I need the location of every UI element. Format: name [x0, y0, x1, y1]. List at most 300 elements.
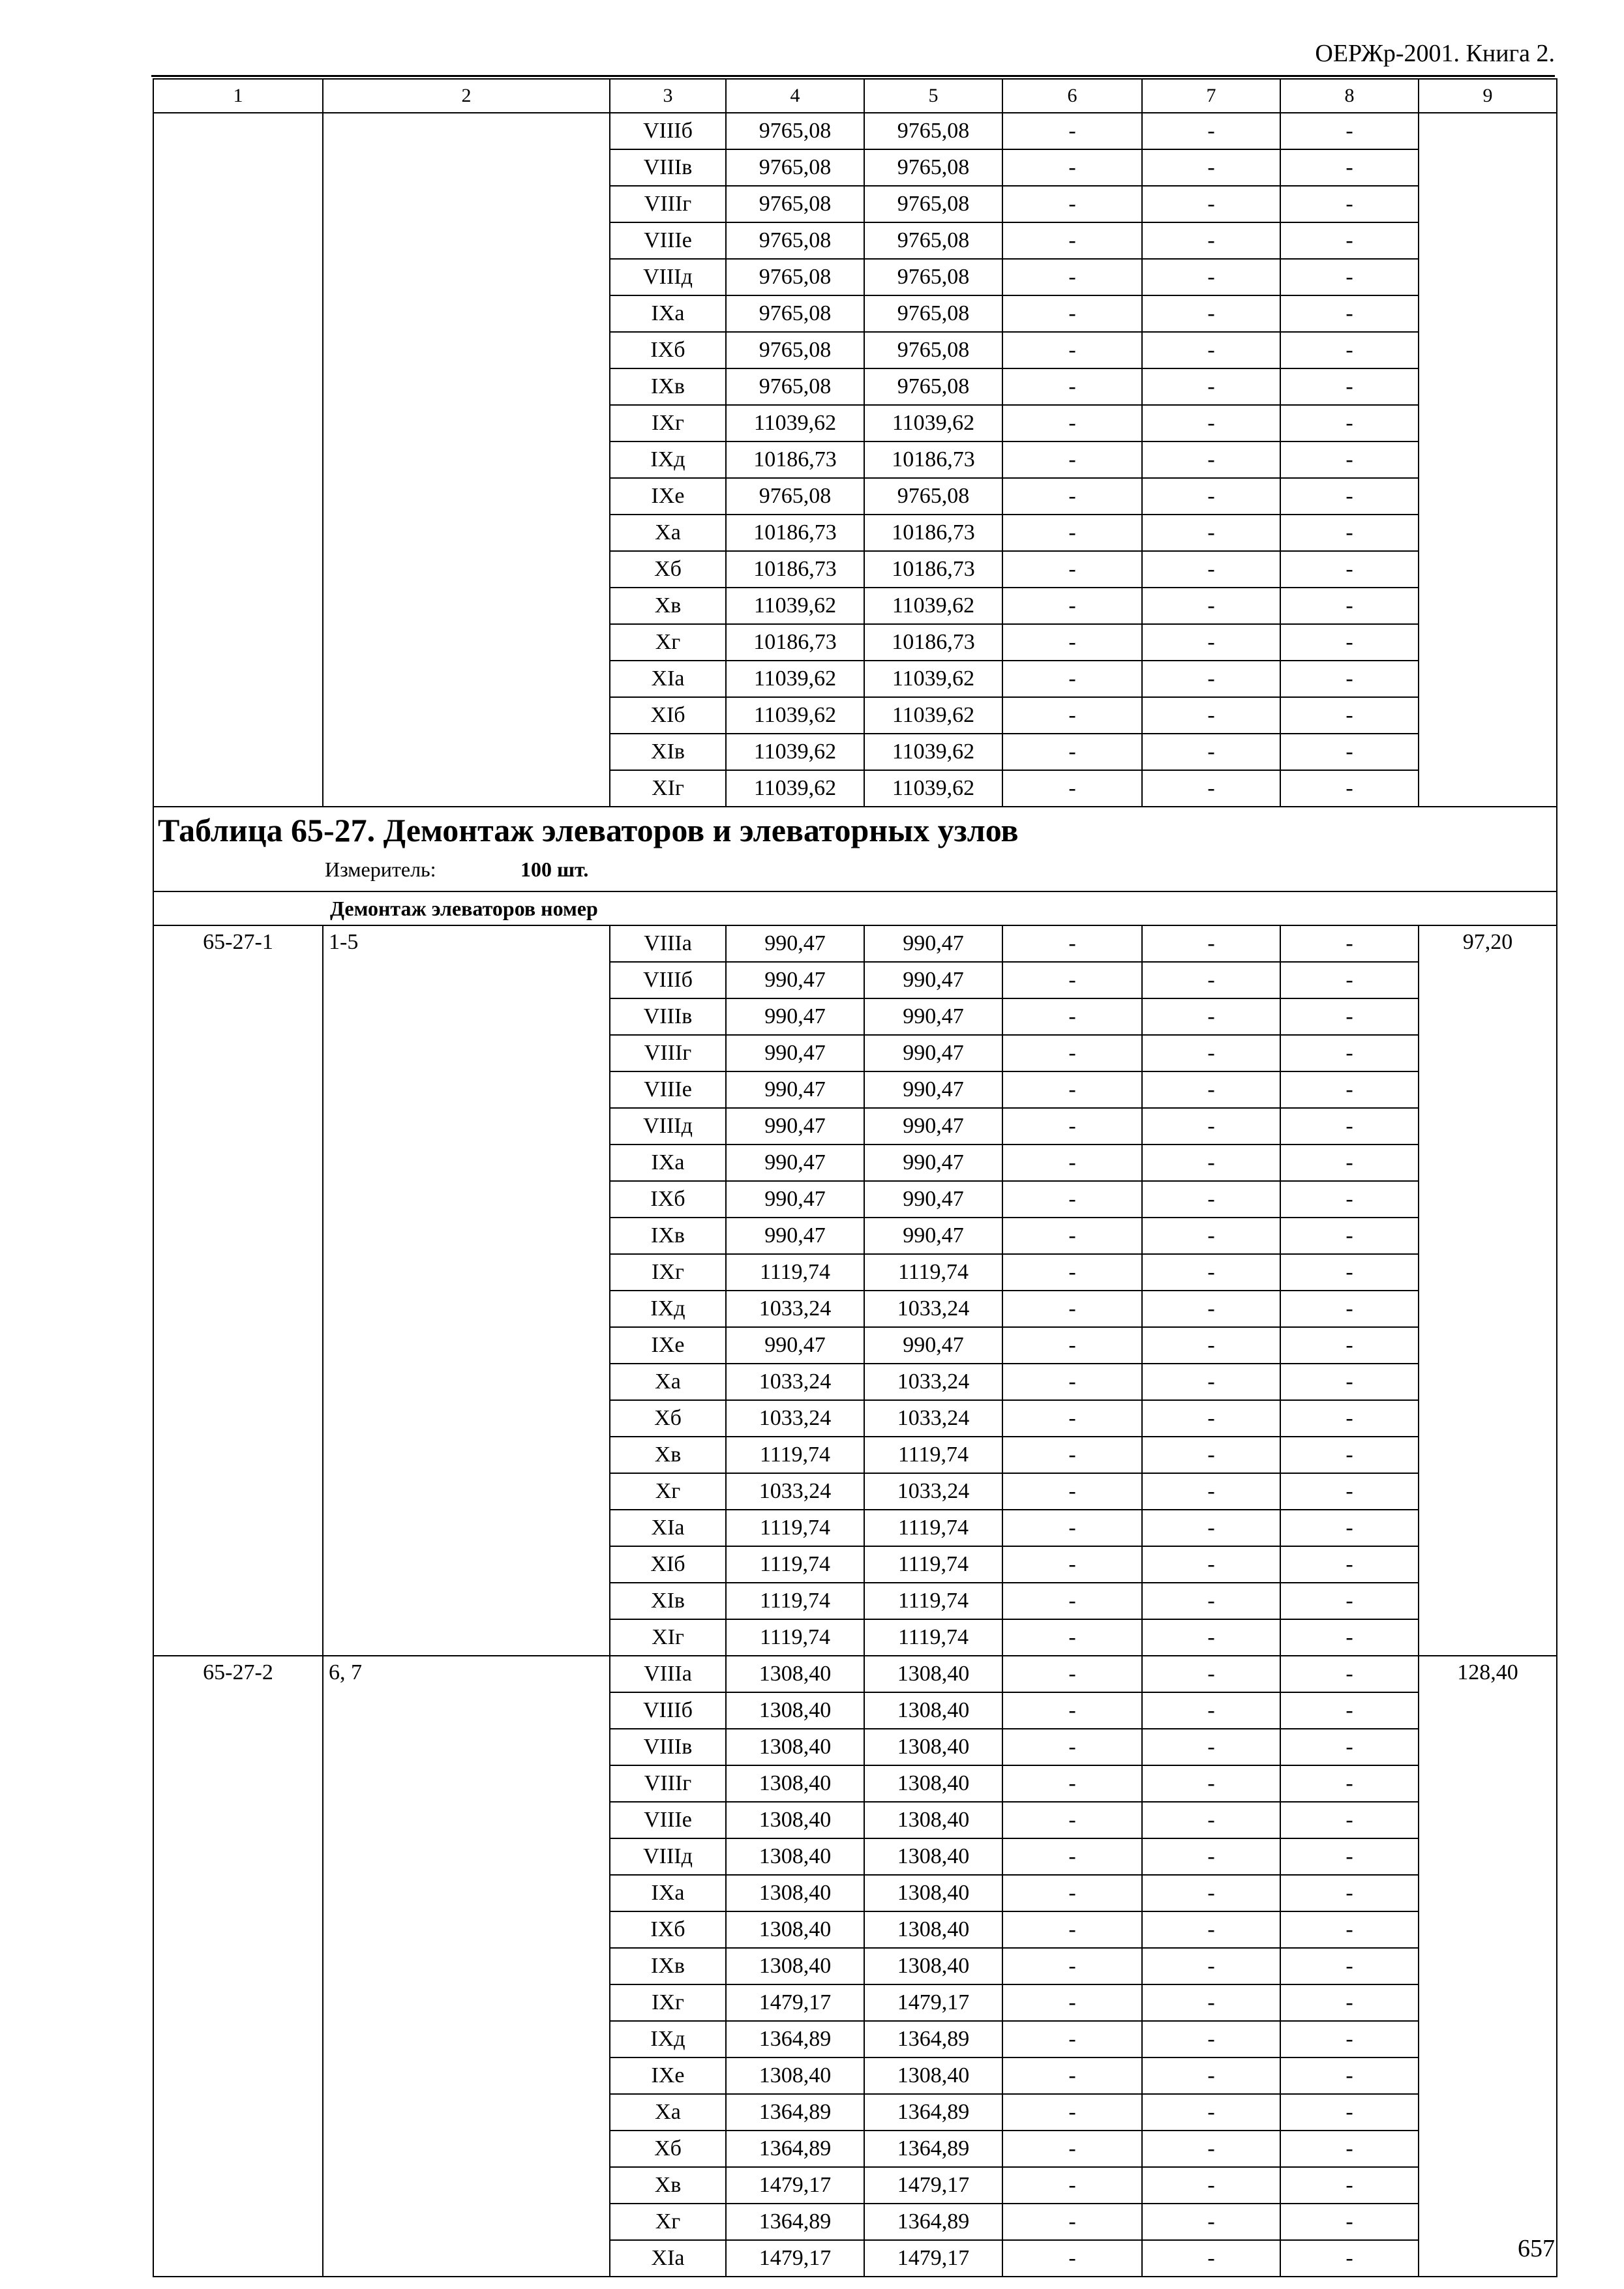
col6-cell: -: [1002, 998, 1142, 1035]
col8-cell: -: [1280, 1181, 1419, 1218]
col5-cell: 1119,74: [864, 1437, 1002, 1473]
class-cell: VIIIд: [610, 259, 726, 295]
col6-cell: -: [1002, 515, 1142, 551]
col8-cell: -: [1280, 1291, 1419, 1327]
col8-cell: -: [1280, 1984, 1419, 2021]
name-cell: [323, 113, 610, 807]
col8-cell: -: [1280, 222, 1419, 259]
col8-cell: -: [1280, 1948, 1419, 1984]
table-title: Таблица 65-27. Демонтаж элеваторов и элеваторных узлов: [158, 812, 1019, 848]
col8-cell: -: [1280, 1364, 1419, 1400]
col8-cell: -: [1280, 295, 1419, 332]
col5-cell: 1119,74: [864, 1510, 1002, 1546]
class-cell: VIIIв: [610, 149, 726, 186]
col7-cell: -: [1142, 551, 1280, 588]
col7-cell: -: [1142, 368, 1280, 405]
col4-cell: 10186,73: [726, 551, 864, 588]
col5-cell: 990,47: [864, 962, 1002, 998]
class-cell: IXе: [610, 1327, 726, 1364]
class-cell: XIб: [610, 1546, 726, 1583]
col5-cell: 1308,40: [864, 1948, 1002, 1984]
class-cell: IXе: [610, 2057, 726, 2094]
class-cell: IXв: [610, 368, 726, 405]
column-number-3: 3: [610, 79, 726, 113]
class-cell: VIIIв: [610, 998, 726, 1035]
col8-cell: -: [1280, 259, 1419, 295]
col5-cell: 10186,73: [864, 551, 1002, 588]
col8-cell: -: [1280, 113, 1419, 149]
col7-cell: -: [1142, 734, 1280, 770]
col6-cell: -: [1002, 925, 1142, 962]
col4-cell: 9765,08: [726, 222, 864, 259]
col4-cell: 9765,08: [726, 149, 864, 186]
col7-cell: -: [1142, 222, 1280, 259]
col6-cell: -: [1002, 1948, 1142, 1984]
col4-cell: 1308,40: [726, 1656, 864, 1692]
col7-cell: -: [1142, 2057, 1280, 2094]
col5-cell: 9765,08: [864, 259, 1002, 295]
col4-cell: 1308,40: [726, 1729, 864, 1765]
col4-cell: 1308,40: [726, 1911, 864, 1948]
class-cell: Xб: [610, 2131, 726, 2167]
col7-cell: -: [1142, 1473, 1280, 1510]
class-cell: IXб: [610, 332, 726, 368]
col5-cell: 9765,08: [864, 186, 1002, 222]
col5-cell: 1119,74: [864, 1583, 1002, 1619]
col4-cell: 990,47: [726, 1218, 864, 1254]
col7-cell: -: [1142, 1692, 1280, 1729]
class-cell: Xг: [610, 1473, 726, 1510]
page-number: 657: [1518, 2235, 1555, 2262]
col6-cell: -: [1002, 222, 1142, 259]
class-cell: VIIIб: [610, 113, 726, 149]
col4-cell: 1364,89: [726, 2204, 864, 2240]
class-cell: VIIIб: [610, 962, 726, 998]
col7-cell: -: [1142, 1984, 1280, 2021]
col5-cell: 9765,08: [864, 478, 1002, 515]
class-cell: IXг: [610, 1254, 726, 1291]
col6-cell: -: [1002, 624, 1142, 661]
col5-cell: 1308,40: [864, 1911, 1002, 1948]
col4-cell: 1033,24: [726, 1473, 864, 1510]
col4-cell: 1119,74: [726, 1619, 864, 1656]
col4-cell: 10186,73: [726, 624, 864, 661]
col5-cell: 1033,24: [864, 1473, 1002, 1510]
col6-cell: -: [1002, 1218, 1142, 1254]
col5-cell: 1364,89: [864, 2021, 1002, 2057]
class-cell: Xв: [610, 2167, 726, 2204]
col5-cell: 11039,62: [864, 770, 1002, 807]
class-cell: VIIIд: [610, 1838, 726, 1875]
col5-cell: 1364,89: [864, 2204, 1002, 2240]
class-cell: XIб: [610, 697, 726, 734]
col4-cell: 1119,74: [726, 1254, 864, 1291]
class-cell: IXд: [610, 441, 726, 478]
col5-cell: 990,47: [864, 1071, 1002, 1108]
col6-cell: -: [1002, 1656, 1142, 1692]
col6-cell: -: [1002, 441, 1142, 478]
col8-cell: -: [1280, 1692, 1419, 1729]
class-cell: VIIIв: [610, 1729, 726, 1765]
col6-cell: -: [1002, 962, 1142, 998]
col9-cell: 97,20: [1419, 925, 1557, 1656]
col8-cell: -: [1280, 1437, 1419, 1473]
col5-cell: 990,47: [864, 925, 1002, 962]
col5-cell: 1308,40: [864, 1765, 1002, 1802]
col5-cell: 1033,24: [864, 1291, 1002, 1327]
col5-cell: 1308,40: [864, 1729, 1002, 1765]
class-cell: IXб: [610, 1181, 726, 1218]
col7-cell: -: [1142, 770, 1280, 807]
col6-cell: -: [1002, 661, 1142, 697]
col6-cell: -: [1002, 1035, 1142, 1071]
col7-cell: -: [1142, 1838, 1280, 1875]
col4-cell: 1364,89: [726, 2094, 864, 2131]
class-cell: XIа: [610, 1510, 726, 1546]
col7-cell: -: [1142, 998, 1280, 1035]
col7-cell: -: [1142, 1181, 1280, 1218]
class-cell: IXг: [610, 1984, 726, 2021]
col8-cell: -: [1280, 1875, 1419, 1911]
col4-cell: 1119,74: [726, 1437, 864, 1473]
class-cell: Xг: [610, 2204, 726, 2240]
col7-cell: -: [1142, 588, 1280, 624]
col6-cell: -: [1002, 1765, 1142, 1802]
col4-cell: 1479,17: [726, 2240, 864, 2277]
col8-cell: -: [1280, 1911, 1419, 1948]
class-cell: VIIIа: [610, 1656, 726, 1692]
class-cell: XIа: [610, 661, 726, 697]
col4-cell: 1308,40: [726, 1838, 864, 1875]
col8-cell: -: [1280, 1656, 1419, 1692]
col6-cell: -: [1002, 149, 1142, 186]
col6-cell: -: [1002, 2131, 1142, 2167]
col4-cell: 9765,08: [726, 113, 864, 149]
col6-cell: -: [1002, 1291, 1142, 1327]
col5-cell: 1479,17: [864, 2167, 1002, 2204]
section-title: Демонтаж элеваторов номер: [153, 891, 1557, 925]
col4-cell: 990,47: [726, 1071, 864, 1108]
col5-cell: 9765,08: [864, 222, 1002, 259]
col5-cell: 1119,74: [864, 1619, 1002, 1656]
col7-cell: -: [1142, 1035, 1280, 1071]
col4-cell: 990,47: [726, 1035, 864, 1071]
col4-cell: 1308,40: [726, 2057, 864, 2094]
col4-cell: 1119,74: [726, 1510, 864, 1546]
class-cell: VIIIг: [610, 1765, 726, 1802]
col4-cell: 990,47: [726, 1144, 864, 1181]
class-cell: VIIIе: [610, 222, 726, 259]
col8-cell: -: [1280, 2131, 1419, 2167]
col4-cell: 11039,62: [726, 588, 864, 624]
col7-cell: -: [1142, 1583, 1280, 1619]
col8-cell: -: [1280, 1473, 1419, 1510]
col8-cell: -: [1280, 1218, 1419, 1254]
col4-cell: 9765,08: [726, 186, 864, 222]
col5-cell: 9765,08: [864, 332, 1002, 368]
col8-cell: -: [1280, 962, 1419, 998]
col8-cell: -: [1280, 2240, 1419, 2277]
col5-cell: 1033,24: [864, 1364, 1002, 1400]
class-cell: VIIIг: [610, 1035, 726, 1071]
col6-cell: -: [1002, 1583, 1142, 1619]
col4-cell: 10186,73: [726, 441, 864, 478]
col7-cell: -: [1142, 1510, 1280, 1546]
col6-cell: -: [1002, 1729, 1142, 1765]
col7-cell: -: [1142, 1656, 1280, 1692]
col6-cell: -: [1002, 1984, 1142, 2021]
col5-cell: 1308,40: [864, 1802, 1002, 1838]
col6-cell: -: [1002, 2057, 1142, 2094]
col4-cell: 9765,08: [726, 332, 864, 368]
col7-cell: -: [1142, 478, 1280, 515]
col4-cell: 1308,40: [726, 1948, 864, 1984]
header-rule: [151, 75, 1555, 77]
col8-cell: -: [1280, 1071, 1419, 1108]
col6-cell: -: [1002, 1071, 1142, 1108]
col4-cell: 1033,24: [726, 1364, 864, 1400]
col8-cell: -: [1280, 1144, 1419, 1181]
col5-cell: 1479,17: [864, 2240, 1002, 2277]
col8-cell: -: [1280, 998, 1419, 1035]
col8-cell: -: [1280, 368, 1419, 405]
col5-cell: 1119,74: [864, 1254, 1002, 1291]
page-header-title: ОЕРЖр-2001. Книга 2.: [1315, 40, 1555, 67]
col6-cell: -: [1002, 2094, 1142, 2131]
col8-cell: -: [1280, 1802, 1419, 1838]
col6-cell: -: [1002, 1181, 1142, 1218]
col6-cell: -: [1002, 1510, 1142, 1546]
col5-cell: 1308,40: [864, 1656, 1002, 1692]
col8-cell: -: [1280, 734, 1419, 770]
code-cell: 65-27-2: [153, 1656, 323, 2277]
col8-cell: -: [1280, 925, 1419, 962]
column-number-4: 4: [726, 79, 864, 113]
col7-cell: -: [1142, 149, 1280, 186]
col5-cell: 1308,40: [864, 1875, 1002, 1911]
col7-cell: -: [1142, 1254, 1280, 1291]
col7-cell: -: [1142, 1327, 1280, 1364]
class-cell: XIв: [610, 734, 726, 770]
column-number-2: 2: [323, 79, 610, 113]
class-cell: XIг: [610, 770, 726, 807]
class-cell: VIIIа: [610, 925, 726, 962]
col4-cell: 11039,62: [726, 697, 864, 734]
col7-cell: -: [1142, 186, 1280, 222]
col7-cell: -: [1142, 962, 1280, 998]
col8-cell: -: [1280, 332, 1419, 368]
measure-line: [154, 853, 1556, 886]
col7-cell: -: [1142, 1729, 1280, 1765]
col7-cell: -: [1142, 515, 1280, 551]
col7-cell: -: [1142, 1291, 1280, 1327]
col5-cell: 990,47: [864, 1144, 1002, 1181]
col4-cell: 9765,08: [726, 368, 864, 405]
col5-cell: 9765,08: [864, 113, 1002, 149]
col4-cell: 9765,08: [726, 478, 864, 515]
col5-cell: 990,47: [864, 998, 1002, 1035]
rates-table-body: [153, 79, 1557, 2277]
col4-cell: 1364,89: [726, 2021, 864, 2057]
col4-cell: 1033,24: [726, 1400, 864, 1437]
class-cell: Xа: [610, 515, 726, 551]
col4-cell: 1308,40: [726, 1802, 864, 1838]
col4-cell: 990,47: [726, 925, 864, 962]
col6-cell: -: [1002, 551, 1142, 588]
col8-cell: -: [1280, 441, 1419, 478]
col7-cell: -: [1142, 2240, 1280, 2277]
column-number-9: 9: [1419, 79, 1557, 113]
class-cell: IXв: [610, 1948, 726, 1984]
col5-cell: 10186,73: [864, 441, 1002, 478]
column-number-8: 8: [1280, 79, 1419, 113]
col7-cell: -: [1142, 1765, 1280, 1802]
col6-cell: -: [1002, 1473, 1142, 1510]
column-number-row: [153, 79, 1557, 113]
col6-cell: -: [1002, 1619, 1142, 1656]
code-cell: 65-27-1: [153, 925, 323, 1656]
col4-cell: 990,47: [726, 1108, 864, 1144]
col8-cell: -: [1280, 2204, 1419, 2240]
col5-cell: 11039,62: [864, 661, 1002, 697]
measure-label: Измеритель:: [325, 858, 436, 881]
col8-cell: -: [1280, 149, 1419, 186]
col7-cell: -: [1142, 1802, 1280, 1838]
column-number-5: 5: [864, 79, 1002, 113]
col7-cell: -: [1142, 2167, 1280, 2204]
col4-cell: 1308,40: [726, 1692, 864, 1729]
col5-cell: 1308,40: [864, 1838, 1002, 1875]
col7-cell: -: [1142, 2021, 1280, 2057]
table-row: [153, 1656, 1557, 1692]
class-cell: IXа: [610, 1144, 726, 1181]
col8-cell: -: [1280, 1583, 1419, 1619]
col5-cell: 10186,73: [864, 515, 1002, 551]
col6-cell: -: [1002, 332, 1142, 368]
col6-cell: -: [1002, 2167, 1142, 2204]
col7-cell: -: [1142, 697, 1280, 734]
col4-cell: 1119,74: [726, 1546, 864, 1583]
col4-cell: 990,47: [726, 998, 864, 1035]
col6-cell: -: [1002, 1327, 1142, 1364]
col5-cell: 1308,40: [864, 1692, 1002, 1729]
col7-cell: -: [1142, 1619, 1280, 1656]
col6-cell: -: [1002, 186, 1142, 222]
col5-cell: 11039,62: [864, 734, 1002, 770]
col7-cell: -: [1142, 1875, 1280, 1911]
col6-cell: -: [1002, 588, 1142, 624]
col8-cell: -: [1280, 1765, 1419, 1802]
col6-cell: -: [1002, 368, 1142, 405]
col8-cell: -: [1280, 588, 1419, 624]
col4-cell: 1033,24: [726, 1291, 864, 1327]
col7-cell: -: [1142, 113, 1280, 149]
class-cell: XIг: [610, 1619, 726, 1656]
class-cell: VIIIе: [610, 1802, 726, 1838]
col5-cell: 990,47: [864, 1108, 1002, 1144]
col4-cell: 990,47: [726, 962, 864, 998]
col7-cell: -: [1142, 1144, 1280, 1181]
col4-cell: 9765,08: [726, 295, 864, 332]
col4-cell: 1308,40: [726, 1875, 864, 1911]
class-cell: Xа: [610, 1364, 726, 1400]
col8-cell: -: [1280, 1546, 1419, 1583]
col5-cell: 990,47: [864, 1327, 1002, 1364]
col8-cell: -: [1280, 515, 1419, 551]
column-number-6: 6: [1002, 79, 1142, 113]
col5-cell: 1364,89: [864, 2131, 1002, 2167]
class-cell: VIIIе: [610, 1071, 726, 1108]
table-title-cell: [153, 807, 1557, 891]
col8-cell: -: [1280, 551, 1419, 588]
col8-cell: -: [1280, 1510, 1419, 1546]
col5-cell: 9765,08: [864, 149, 1002, 186]
col6-cell: -: [1002, 1108, 1142, 1144]
col5-cell: 1308,40: [864, 2057, 1002, 2094]
col4-cell: 1479,17: [726, 2167, 864, 2204]
col8-cell: -: [1280, 624, 1419, 661]
rates-table: [153, 78, 1557, 2277]
col4-cell: 1119,74: [726, 1583, 864, 1619]
class-cell: IXб: [610, 1911, 726, 1948]
col7-cell: -: [1142, 1400, 1280, 1437]
class-cell: XIв: [610, 1583, 726, 1619]
col4-cell: 990,47: [726, 1181, 864, 1218]
col7-cell: -: [1142, 1437, 1280, 1473]
col4-cell: 10186,73: [726, 515, 864, 551]
col7-cell: -: [1142, 441, 1280, 478]
col7-cell: -: [1142, 1364, 1280, 1400]
col5-cell: 1479,17: [864, 1984, 1002, 2021]
col8-cell: -: [1280, 1327, 1419, 1364]
class-cell: IXд: [610, 2021, 726, 2057]
col4-cell: 9765,08: [726, 259, 864, 295]
col8-cell: -: [1280, 1838, 1419, 1875]
col8-cell: -: [1280, 2167, 1419, 2204]
col5-cell: 1033,24: [864, 1400, 1002, 1437]
class-cell: VIIIд: [610, 1108, 726, 1144]
col5-cell: 9765,08: [864, 295, 1002, 332]
col6-cell: -: [1002, 259, 1142, 295]
column-number-7: 7: [1142, 79, 1280, 113]
col6-cell: -: [1002, 734, 1142, 770]
col5-cell: 990,47: [864, 1181, 1002, 1218]
col4-cell: 11039,62: [726, 734, 864, 770]
class-cell: IXе: [610, 478, 726, 515]
col7-cell: -: [1142, 295, 1280, 332]
col7-cell: -: [1142, 405, 1280, 441]
col5-cell: 1119,74: [864, 1546, 1002, 1583]
col7-cell: -: [1142, 624, 1280, 661]
class-cell: Xг: [610, 624, 726, 661]
class-cell: IXг: [610, 405, 726, 441]
col8-cell: -: [1280, 478, 1419, 515]
class-cell: Xв: [610, 588, 726, 624]
col6-cell: -: [1002, 1400, 1142, 1437]
col7-cell: -: [1142, 925, 1280, 962]
col8-cell: -: [1280, 1400, 1419, 1437]
col8-cell: -: [1280, 186, 1419, 222]
col5-cell: 11039,62: [864, 405, 1002, 441]
col5-cell: 1364,89: [864, 2094, 1002, 2131]
col6-cell: -: [1002, 770, 1142, 807]
col5-cell: 990,47: [864, 1218, 1002, 1254]
class-cell: Xб: [610, 1400, 726, 1437]
col7-cell: -: [1142, 1546, 1280, 1583]
class-cell: Xб: [610, 551, 726, 588]
col4-cell: 1364,89: [726, 2131, 864, 2167]
col8-cell: -: [1280, 1729, 1419, 1765]
